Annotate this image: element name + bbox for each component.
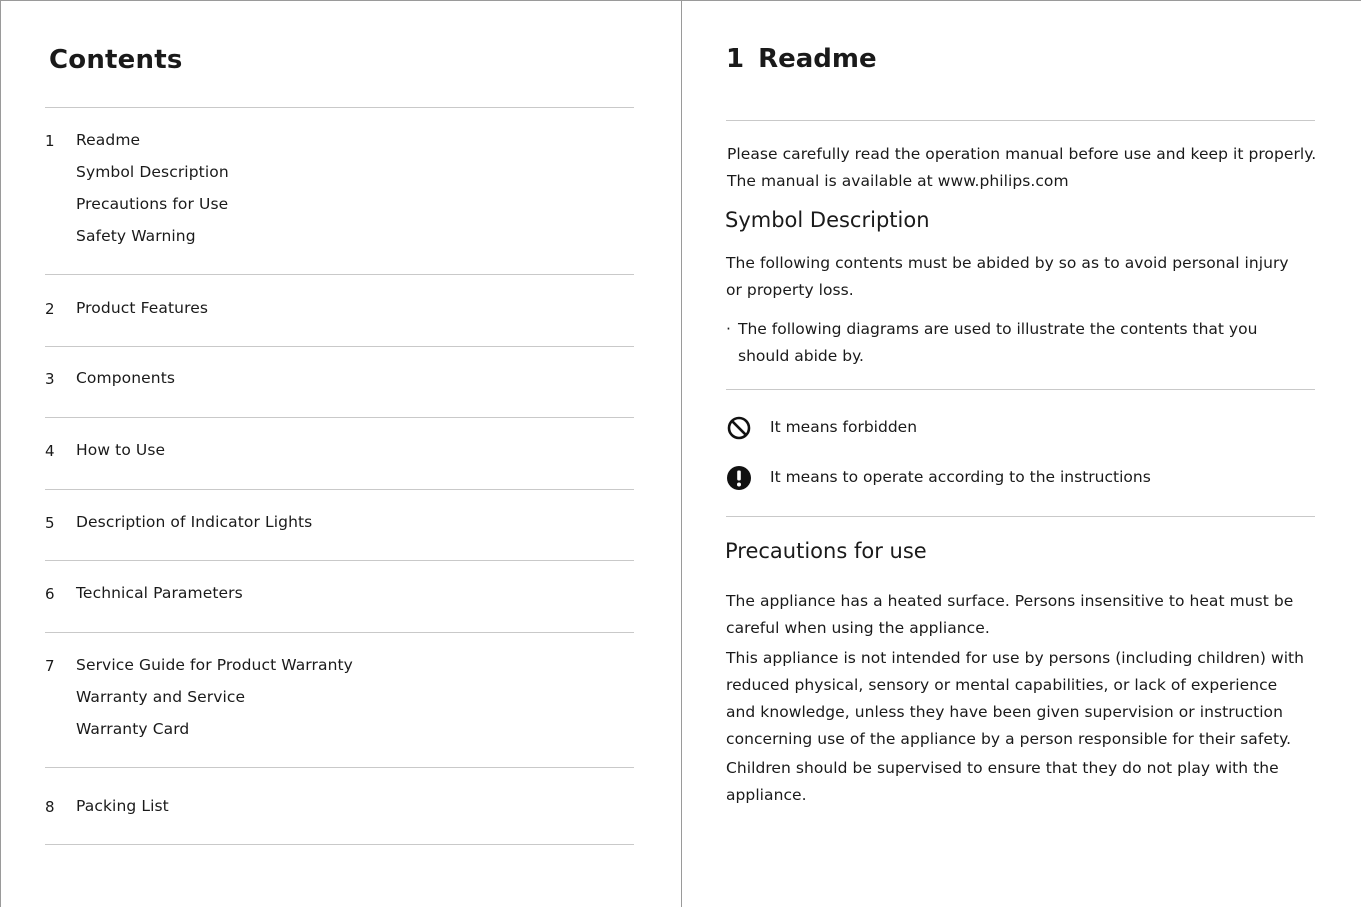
- toc-item-indicator-lights[interactable]: Description of Indicator Lights: [76, 513, 313, 531]
- readme-number: 1: [726, 44, 745, 74]
- toc-item-safety-warning[interactable]: Safety Warning: [76, 227, 196, 245]
- precautions-heading: Precautions for use: [725, 539, 927, 563]
- precautions-paragraph-2: This appliance is not intended for use by persons (including children) with reduced physical, sensory or mental capabilities, or lack of experience and knowledge, unless they have been given supervision or instruction concerning use of the appliance by a person responsible for their safety.: [726, 649, 1305, 748]
- symbol-row-instructions: [726, 465, 1151, 491]
- divider: [726, 516, 1315, 517]
- forbidden-icon: [726, 415, 752, 441]
- symbol-text-forbidden: It means forbidden: [770, 418, 918, 436]
- toc-item-service-guide[interactable]: Service Guide for Product Warranty: [76, 656, 353, 674]
- toc-number: 3: [45, 370, 55, 388]
- divider: [45, 767, 634, 768]
- symbol-description-text: The following contents must be abided by so as to avoid personal injury or property loss.: [726, 254, 1289, 299]
- contents-title: Contents: [49, 45, 183, 75]
- toc-item-readme[interactable]: Readme: [76, 131, 141, 149]
- toc-item-how-to-use[interactable]: How to Use: [76, 441, 166, 459]
- intro-line-1: Please carefully read the operation manual before use and keep it properly.: [727, 145, 1317, 163]
- toc-number: 8: [45, 798, 55, 816]
- bullet-dot: ·: [726, 320, 731, 338]
- toc-number: 2: [45, 300, 55, 318]
- divider: [45, 632, 634, 633]
- divider: [45, 489, 634, 490]
- divider: [45, 274, 634, 275]
- toc-item-components[interactable]: Components: [76, 369, 176, 387]
- bullet-item: [726, 316, 1306, 370]
- symbol-description-heading: Symbol Description: [725, 208, 930, 232]
- toc-item-product-features[interactable]: Product Features: [76, 299, 209, 317]
- toc-item-warranty-service[interactable]: Warranty and Service: [76, 688, 246, 706]
- toc-number: 6: [45, 585, 55, 603]
- bullet-text: The following diagrams are used to illustrate the contents that you should abide by.: [738, 320, 1258, 365]
- readme-page: [681, 0, 1361, 907]
- toc-item-technical-parameters[interactable]: Technical Parameters: [76, 584, 243, 602]
- divider: [45, 844, 634, 845]
- toc-number: 7: [45, 657, 55, 675]
- toc-number: 4: [45, 442, 55, 460]
- precautions-paragraph-3: Children should be supervised to ensure that they do not play with the appliance.: [726, 759, 1279, 804]
- toc-number: 5: [45, 514, 55, 532]
- exclamation-icon: [726, 465, 752, 491]
- readme-heading: Readme: [758, 44, 877, 74]
- divider: [45, 560, 634, 561]
- divider: [45, 417, 634, 418]
- intro-text: [727, 141, 1327, 195]
- readme-title: [726, 44, 877, 74]
- intro-line-2: The manual is available at www.philips.com: [727, 172, 1069, 190]
- divider: [45, 346, 634, 347]
- symbol-text-instructions: It means to operate according to the instructions: [770, 468, 1151, 486]
- divider: [45, 107, 634, 108]
- toc-item-precautions[interactable]: Precautions for Use: [76, 195, 229, 213]
- toc-item-symbol-description[interactable]: Symbol Description: [76, 163, 229, 181]
- precautions-paragraph-1: The appliance has a heated surface. Persons insensitive to heat must be careful when using the appliance.: [726, 592, 1294, 637]
- toc-item-warranty-card[interactable]: Warranty Card: [76, 720, 190, 738]
- symbol-row-forbidden: [726, 415, 918, 441]
- divider: [726, 389, 1315, 390]
- toc-item-packing-list[interactable]: Packing List: [76, 797, 169, 815]
- toc-number: 1: [45, 132, 55, 150]
- divider: [726, 120, 1315, 121]
